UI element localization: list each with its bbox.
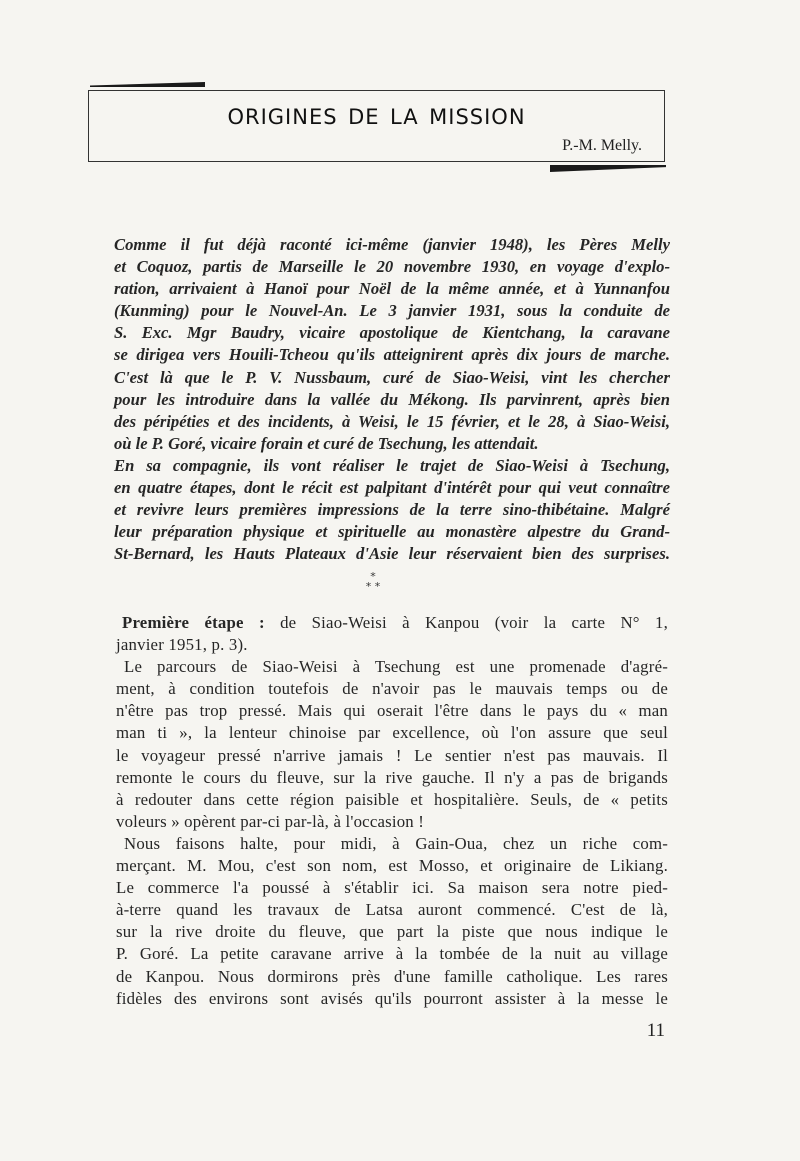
body-line: le voyageur pressé n'arrive jamais ! Le sentier n'est pas mauvais. Il [116, 745, 668, 765]
body-line [116, 612, 668, 634]
intro-line: (Kunming) pour le Nouvel-An. Le 3 janvier 1931, sous la conduite de [114, 301, 670, 321]
intro-line: des péripéties et des incidents, à Weisi, le 15 février, et le 28, à Siao-Weisi, [114, 411, 670, 431]
body-line: remonte le cours du fleuve, sur la rive gauche. Il n'y a pas de brigands [116, 767, 668, 787]
body-line: P. Goré. La petite caravane arrive à la tombée de la nuit au village [116, 944, 668, 964]
stage-description: de Siao-Weisi à Kanpou (voir la carte N° 1, [280, 613, 668, 632]
body-line: merçant. M. Mou, c'est son nom, est Mosso, et originaire de Likiang. [116, 856, 668, 876]
article-author: P.-M. Melly. [562, 137, 642, 154]
body-line: à-terre quand les travaux de Latsa auront commencé. C'est de là, [116, 900, 668, 920]
body-line: Le parcours de Siao-Weisi à Tsechung est une promenade d'agré- [124, 657, 668, 677]
body-line: de Kanpou. Nous dormirons près d'une famille catholique. Les rares [116, 966, 668, 986]
body-line: à redouter dans cette région paisible et hospitalière. Seuls, de « petits [116, 789, 668, 809]
intro-line: et revivre leurs premières impressions de la terre sino-thibétaine. Malgré [114, 500, 670, 520]
body-line: Nous faisons halte, pour midi, à Gain-Oua, chez un riche com- [124, 833, 668, 853]
intro-line: S. Exc. Mgr Baudry, vicaire apostolique de Kientchang, la caravane [114, 323, 670, 343]
page-number: 11 [646, 1020, 665, 1041]
body-line: ment, à condition toutefois de n'avoir pas le mauvais temps ou de [116, 679, 668, 699]
intro-line: et Coquoz, partis de Marseille le 20 novembre 1930, en voyage d'explo- [114, 257, 670, 277]
body-line: fidèles des environs sont avisés qu'ils pourront assister à la messe le [116, 988, 668, 1008]
body-text [116, 612, 668, 1010]
header-box [88, 90, 665, 162]
section-separator: * * * [365, 570, 381, 593]
body-line: voleurs » opèrent par-ci par-là, à l'occasion ! [116, 811, 425, 831]
body-line: n'être pas trop pressé. Mais qui oserait l'être dans le pays du « man [116, 701, 668, 721]
intro-line: où le P. Goré, vicaire forain et curé de Tsechung, les attendait. [114, 433, 539, 453]
intro-paragraph [114, 234, 670, 565]
header-rule-bottom [550, 165, 666, 172]
body-line: Le commerce l'a poussé à s'établir ici. Sa maison sera notre pied- [116, 878, 668, 898]
intro-line: en quatre étapes, dont le récit est palpitant d'intérêt pour qui veut connaître [114, 478, 670, 498]
intro-line: se dirigea vers Houili-Tcheou qu'ils atteignirent après dix jours de marche. [114, 345, 670, 365]
stage-label: Première étape : [122, 613, 265, 632]
intro-line: Comme il fut déjà raconté ici-même (janvier 1948), les Pères Melly [114, 235, 670, 254]
intro-line: leur préparation physique et spirituelle au monastère alpestre du Grand- [114, 522, 670, 542]
intro-line: C'est là que le P. V. Nussbaum, curé de Siao-Weisi, vint les chercher [114, 367, 670, 387]
intro-line: pour les introduire dans la vallée du Mékong. Ils parvinrent, après bien [114, 389, 670, 409]
intro-line: St-Bernard, les Hauts Plateaux d'Asie leur réservaient bien des surprises. [114, 544, 670, 564]
header-rule-top [90, 82, 205, 87]
body-line: man ti », la lenteur chinoise par excellence, où l'on assure que seul [116, 723, 668, 743]
article-title: origines de la mission [227, 97, 526, 132]
intro-line: En sa compagnie, ils vont réaliser le trajet de Siao-Weisi à Tsechung, [114, 455, 670, 475]
body-line: janvier 1951, p. 3). [116, 635, 248, 655]
intro-line: ration, arrivaient à Hanoï pour Noël de la même année, et à Yunnanfou [114, 279, 670, 299]
body-line: sur la rive droite du fleuve, que part la piste que nous indique le [116, 922, 668, 942]
